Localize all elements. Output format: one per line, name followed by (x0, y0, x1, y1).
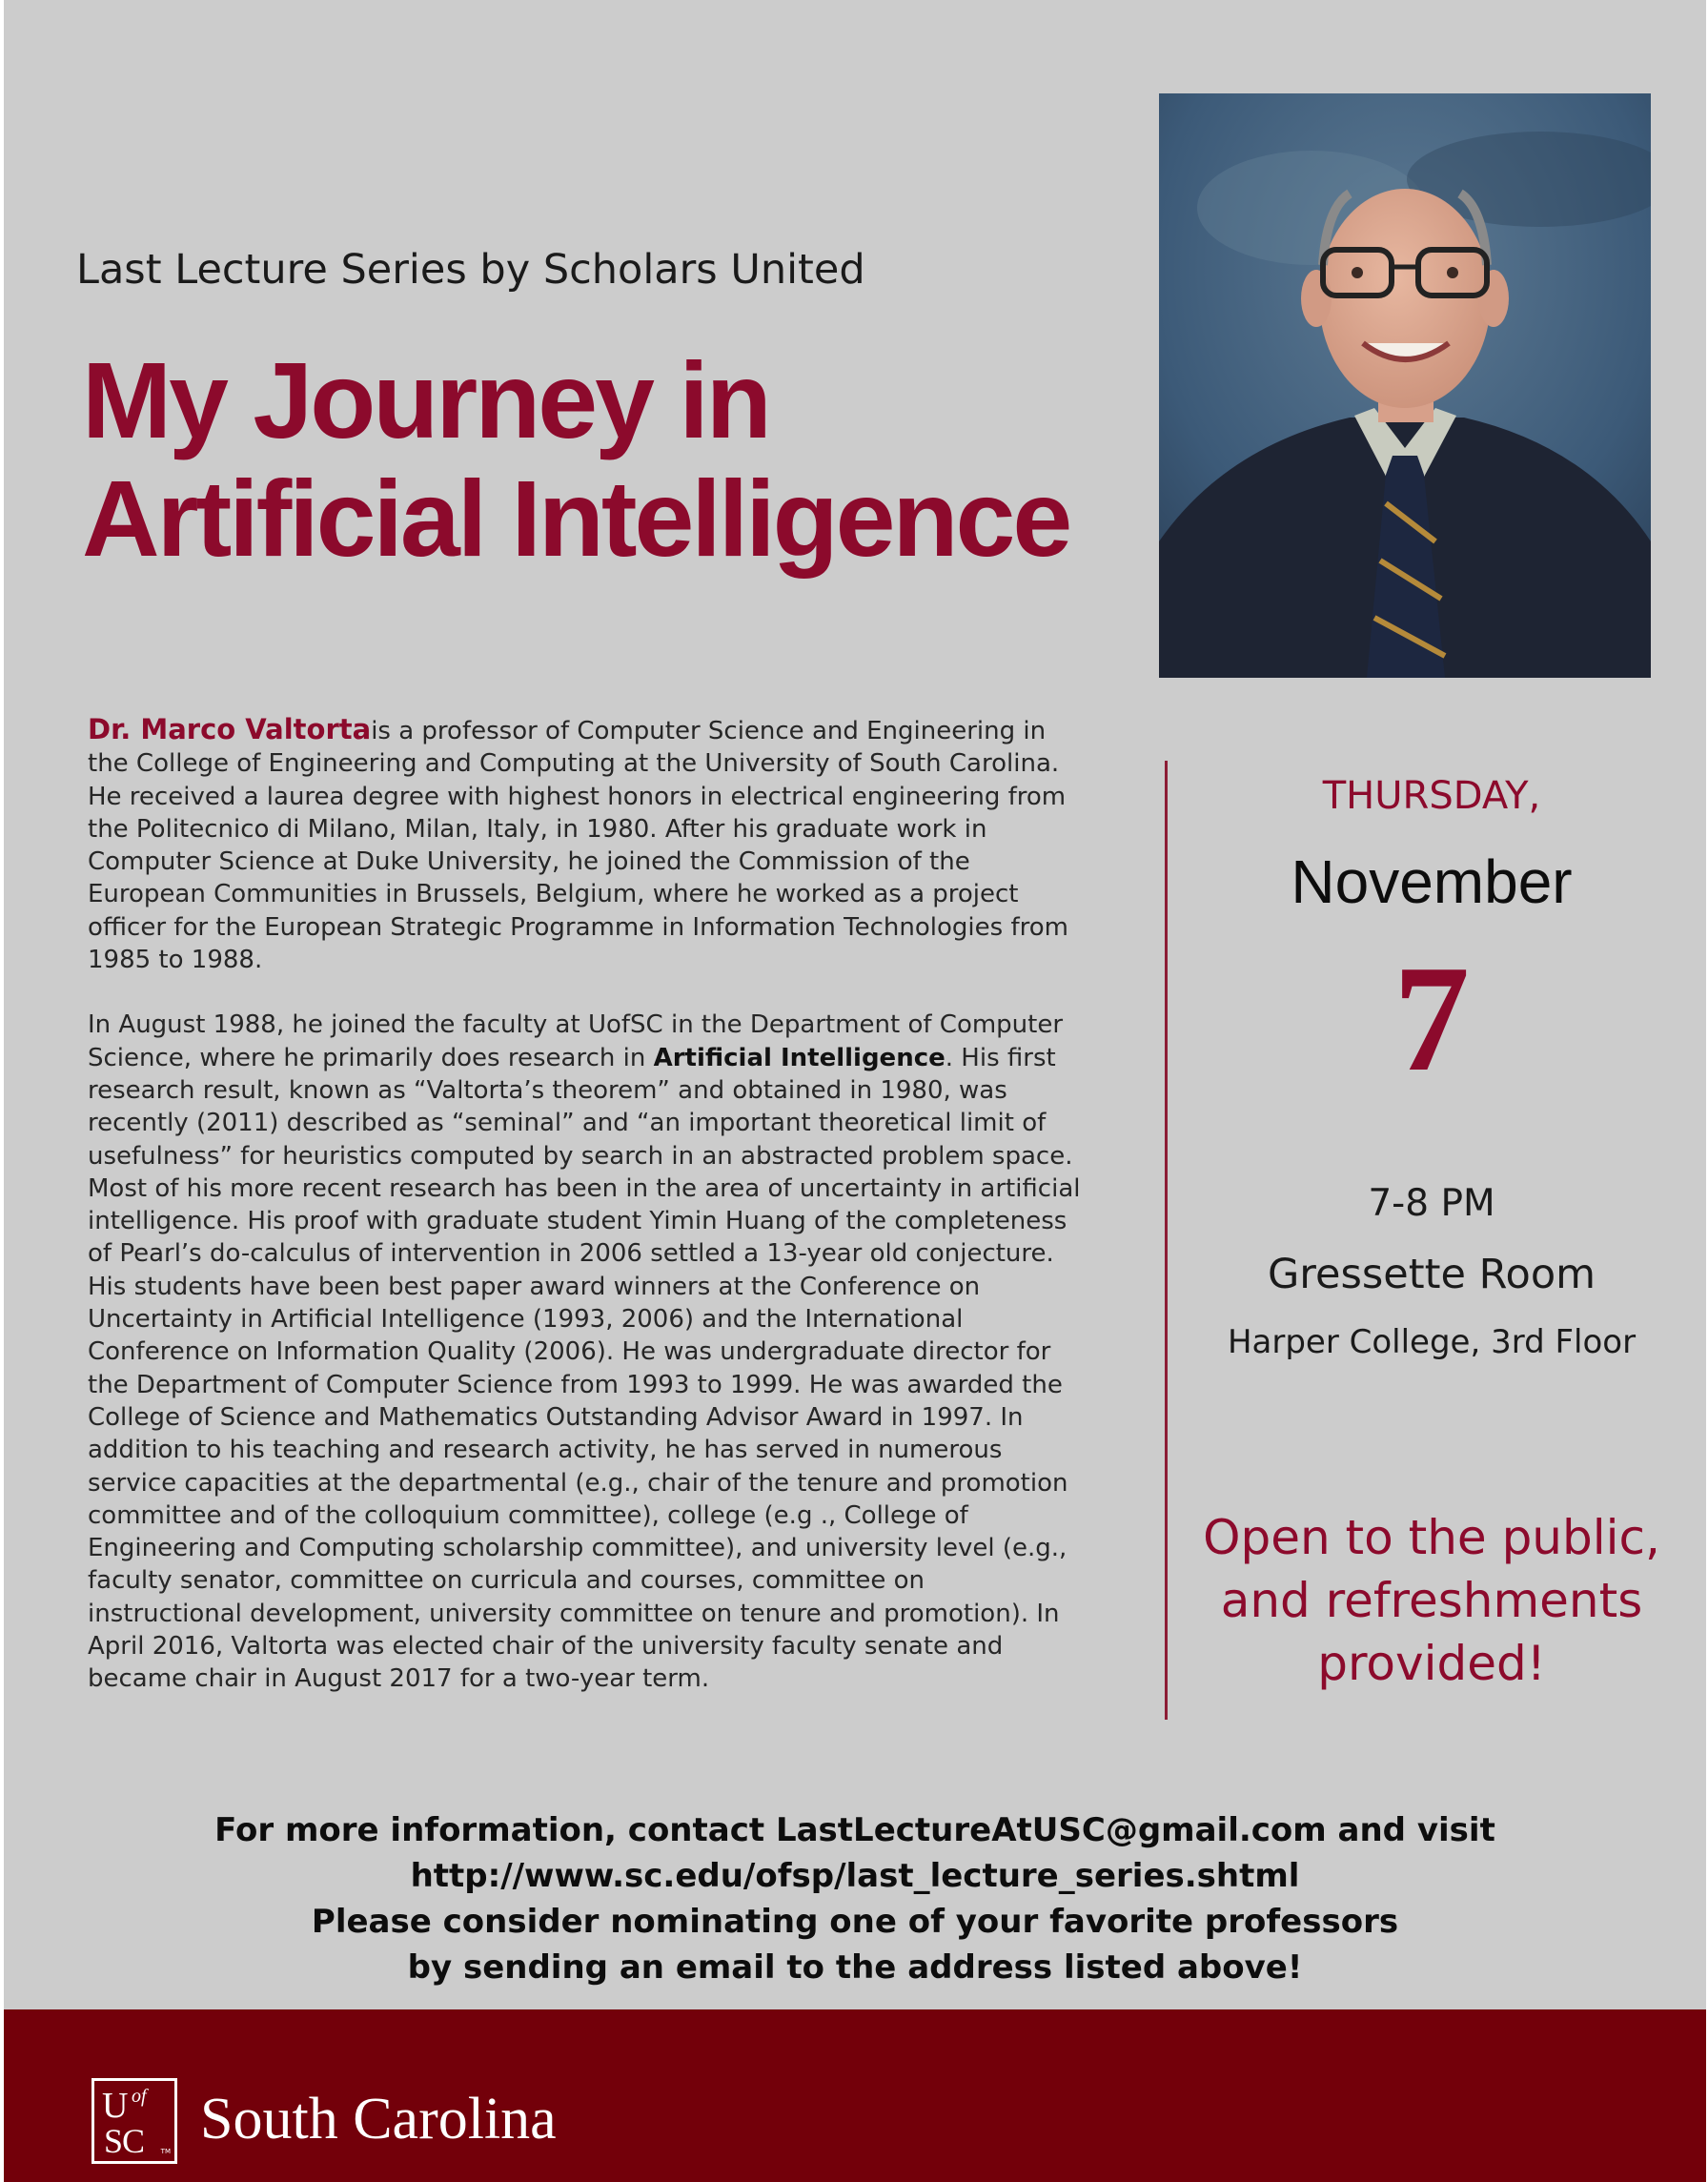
event-day: THURSDAY, (1322, 774, 1541, 818)
bio-paragraph-2 (88, 1009, 1087, 1695)
event-month: November (1291, 847, 1573, 916)
speaker-name: Dr. Marco Valtorta (88, 713, 372, 745)
contact-line-4: by sending an email to the address listed above! (407, 1948, 1303, 1987)
event-time: 7-8 PM (1368, 1182, 1495, 1225)
university-name: South Carolina (200, 2087, 557, 2151)
contact-line-1: For more information, contact LastLectureAtUSC@gmail.com and visit (214, 1811, 1495, 1849)
lecture-title-line-1: My Journey in (82, 340, 769, 460)
bio-paragraph-1 (88, 713, 1087, 976)
speaker-photo (1159, 93, 1651, 678)
university-logo: U of SC TM (92, 2078, 177, 2164)
bio-paragraph-2-start: In August 1988, he joined the faculty at UofSC in the Department of Computer Science, where he primarily does research in (88, 1010, 1064, 1072)
contact-info (4, 1807, 1706, 1990)
event-building: Harper College, 3rd Floor (1227, 1323, 1637, 1361)
poster (4, 0, 1706, 2182)
speaker-bio (88, 713, 1087, 1696)
contact-line-2: http://www.sc.edu/ofsp/last_lecture_series.shtml (410, 1857, 1300, 1895)
brand-bar (4, 2009, 1706, 2182)
bio-paragraph-2-rest: . His first research result, known as “Valtorta’s theorem” and obtained in 1980, was recently (2011) described as “seminal” and “an important theoretical limit of usefulness” for heuristics computed by search in an abstracted problem space. Most of his more recent research has been in the area of uncertainty in artificial intelligence. His proof with graduate student Yimin Huang of the completeness of Pearl’s do-calculus of intervention in 2006 settled a 13-year old conjecture. His students have been best paper award winners at the Conference on Uncertainty in Artificial Intelligence (1993, 2006) and the International Conference on Information Quality (2006). He was undergraduate director for the Department of Computer Science from 1993 to 1999. He was awarded the College of Science and Mathematics Outstanding Advisor Award in 1997. In addition to his teaching and research activity, he has served in numerous service capacities at the departmental (e.g., chair of the tenure and promotion committee and of the colloquium committee), college (e.g ., College of Engineering and Computing scholarship committee), and university level (e.g., faculty senator, committee on curricula and courses, committee on instructional development, university committee on tenure and promotion). In April 2016, Valtorta was elected chair of the university faculty senate and became chair in August 2017 for a two-year term. (88, 1043, 1081, 1694)
event-room: Gressette Room (1267, 1251, 1596, 1298)
lecture-title (82, 341, 1083, 578)
bio-paragraph-1-text: is a professor of Computer Science and Engineering in the College of Engineering and Computing at the University of South Carolina. He received a laurea degree with highest honors in electrical engineering from the Politecnico di Milano, Milan, Italy, in 1980. After his graduate work in Computer Science at Duke University, he joined the Commission of the European Communities in Brussels, Belgium, where he worked as a project officer for the European Strategic Programme in Information Technologies from 1985 to 1988. (88, 717, 1068, 975)
event-note: Open to the public, and refreshments provided! (1203, 1510, 1660, 1691)
lecture-title-line-2: Artificial Intelligence (82, 459, 1070, 579)
event-date: 7 (1393, 933, 1470, 1103)
contact-line-3: Please consider nominating one of your favorite professors (311, 1903, 1399, 1941)
bio-ai-highlight: Artificial Intelligence (653, 1043, 946, 1072)
series-label: Last Lecture Series by Scholars United (76, 246, 865, 294)
column-divider (1165, 761, 1168, 1720)
